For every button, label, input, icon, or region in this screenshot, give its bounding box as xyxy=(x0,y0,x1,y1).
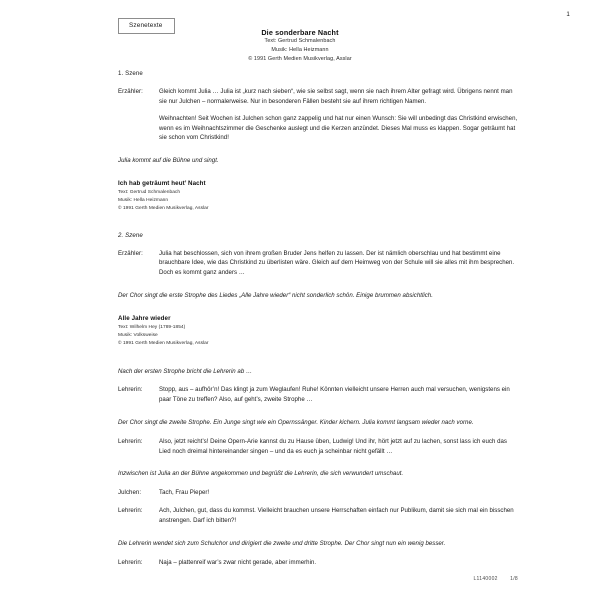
speech-paragraph: Tach, Frau Pieper! xyxy=(159,489,210,497)
scene-heading-1: 1. Szene xyxy=(118,70,143,77)
speech-lines xyxy=(159,558,518,568)
speech-paragraph: Stopp, aus – aufhör’n! Das klingt ja zum Weglaufen! Ruhe! Könnten vielleicht unsere Herren auch mal versuchen, wenigstens ein paar Töne zu treffen? Also, auf geht’s, zweite Strophe … xyxy=(159,386,510,404)
speaker-label: Julchen: xyxy=(118,489,142,497)
speaker-label: Lehrerin: xyxy=(118,386,143,394)
stage-direction: Nach der ersten Strophe bricht die Lehrerin ab … xyxy=(118,367,253,375)
stage-direction: Der Chor singt die erste Strophe des Liedes „Alle Jahre wieder“ nicht sonderlich schön. Einige brummen absichtlich. xyxy=(118,292,433,300)
title-credit-text: Text: Gertrud Schmalenbach xyxy=(264,38,336,44)
speech-lines xyxy=(159,385,518,405)
speech-lines xyxy=(159,437,518,457)
speech-lines xyxy=(159,506,518,526)
song-credit-copyright: © 1991 Gerth Medien Musikverlag, Asslar xyxy=(118,205,209,211)
footer-page-of: 1/8 xyxy=(510,576,518,582)
speech-block xyxy=(118,437,518,457)
song-credit-copyright: © 1991 Gerth Medien Musikverlag, Asslar xyxy=(118,340,209,346)
song-title: Ich hab geträumt heut’ Nacht xyxy=(118,179,206,187)
document-title-block xyxy=(0,28,600,63)
speech-block xyxy=(118,558,518,568)
song-title: Alle Jahre wieder xyxy=(118,314,171,322)
speech-block xyxy=(118,506,518,526)
song-credit-music: Musik: Hella Heizmann xyxy=(118,198,169,204)
song-credit-music: Musik: Volksweise xyxy=(118,333,158,338)
speech-paragraph: Julia hat beschlossen, sich von ihrem großen Bruder Jens helfen zu lassen. Der ist nämlich oberschlau und hat bestimmt eine brauchbare Idee, wie das Christkind zu überlisten wäre. Gleich auf dem Heimweg von der Schule will sie alles mit ihm besprechen. Doch es kommt ganz anders … xyxy=(159,249,515,277)
spacer xyxy=(118,222,518,232)
speech-paragraph: Naja – plattenreif war’s zwar nicht gerade, aber immerhin. xyxy=(159,558,317,566)
speaker-label: Lehrerin: xyxy=(118,437,143,445)
speech-block xyxy=(118,249,518,279)
spacer xyxy=(118,357,518,367)
song-credit-text: Text: Wilhelm Hey (1789-1854) xyxy=(118,325,186,331)
speaker-label: Lehrerin: xyxy=(118,558,143,566)
speaker-label: Lehrerin: xyxy=(118,507,143,515)
speaker-label: Erzähler: xyxy=(118,249,143,257)
stage-direction: Julia kommt auf die Bühne und singt. xyxy=(118,157,219,165)
speech-paragraph: Also, jetzt reicht’s! Deine Opern-Arie kannst du zu Hause üben, Ludwig! Und ihr, hört jetzt auf zu lachen, sonst lass ich euch das Lied noch dreimal hintereinander singen – und da es euch ja scheinbar nicht gefällt … xyxy=(159,437,507,455)
title-credit-music: Musik: Hella Heizmann xyxy=(271,46,329,53)
section-tag-szenetexte: Szenetexte xyxy=(118,18,175,34)
title-credit-copyright: © 1991 Gerth Medien Musikverlag, Asslar xyxy=(248,55,352,62)
scene-heading-2: 2. Szene xyxy=(118,231,143,239)
stage-direction: Die Lehrerin wendet sich zum Schulchor und dirigiert die zweite und dritte Strophe. Der Chor singt nun ein wenig besser. xyxy=(118,539,446,547)
speech-block xyxy=(118,488,518,498)
speech-block xyxy=(118,385,518,405)
speech-block xyxy=(118,87,518,143)
speech-paragraph: Weihnachten! Seit Wochen ist Julchen schon ganz zappelig und hat nur einen Wunsch: Sie will unbedingt das Christkind erwischen, wenn es im Weihnachtszimmer die Geschenke auslegt und die Kerzen anzündet. Dieses Mal muss es klappen. Sogar geträumt hat sie schon vom Christkind! xyxy=(159,114,518,142)
document-body xyxy=(118,70,518,575)
speech-lines xyxy=(159,87,518,143)
speech-lines xyxy=(159,488,518,498)
speaker-label: Erzähler: xyxy=(118,87,143,95)
page-footer xyxy=(473,576,518,582)
song-credit-text: Text: Gertrud Schmalenbach xyxy=(118,190,181,196)
stage-direction: Der Chor singt die zweite Strophe. Ein Junge singt wie ein Opernssänger. Kinder kichern. Julia kommt langsam wieder nach vorne. xyxy=(118,419,474,426)
speech-lines xyxy=(159,249,518,279)
page-title: Die sonderbare Nacht xyxy=(261,28,339,37)
footer-catalog-number: L1140002 xyxy=(473,576,498,582)
speech-paragraph: Ach, Julchen, gut, dass du kommst. Vielleicht brauchen unsere Herrschaften einfach nur Publikum, damit sie sich mal ein bisschen anstrengen. Darf ich bitten?! xyxy=(159,507,514,524)
page-number: 1 xyxy=(566,11,570,18)
song-block xyxy=(118,315,518,348)
speech-paragraph: Gleich kommt Julia … Julia ist „kurz nach sieben“, wie sie selbst sagt, wenn sie nach ihrem Alter gefragt wird. Übrigens nennt man sie nur Julchen – normalerweise. Nur in besonderen Fällen besteht sie auf ihrem richtigen Namen. xyxy=(159,87,513,105)
song-block xyxy=(118,180,518,213)
stage-direction: Inzwischen ist Julia an der Bühne angekommen und begrüßt die Lehrerin, die sich verwundert umschaut. xyxy=(118,470,404,478)
